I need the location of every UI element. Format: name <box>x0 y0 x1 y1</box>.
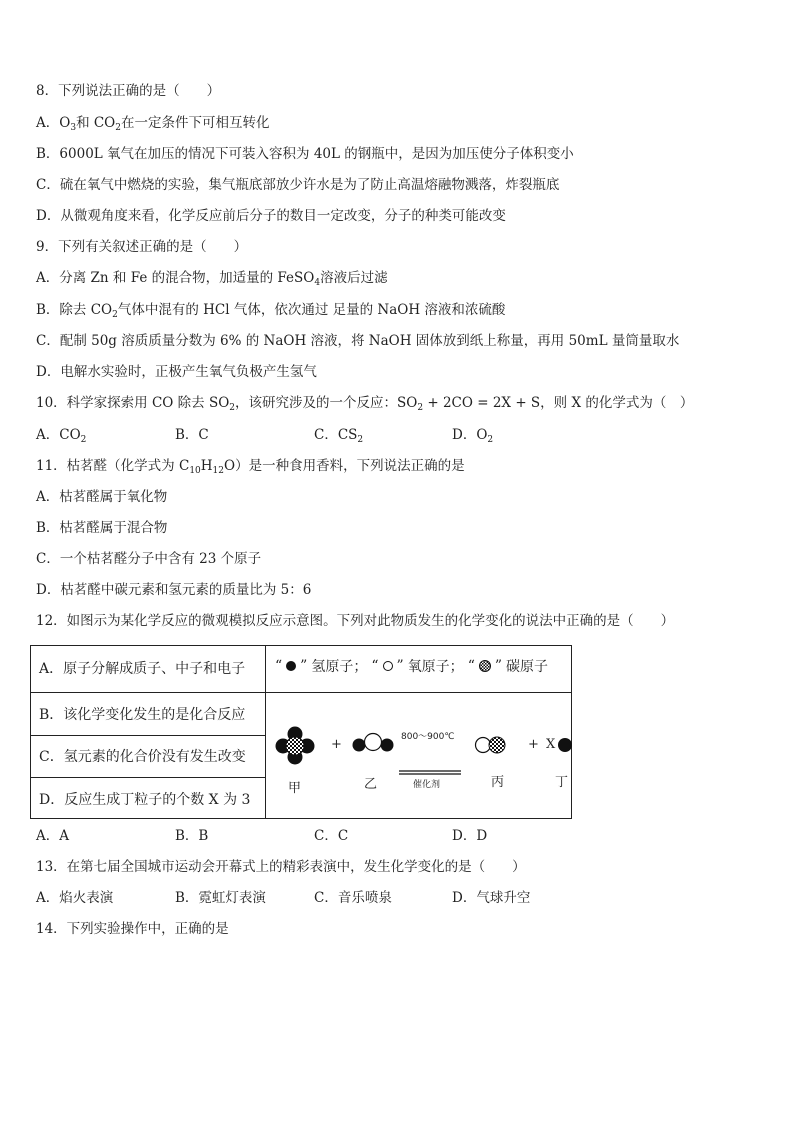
methane-molecule <box>276 727 315 765</box>
q11-option-a: A．枯茗醛属于氧化物 <box>36 489 168 505</box>
plus-sign-2: + <box>528 737 539 752</box>
q11-option-d: D．枯茗醛中碳元素和氢元素的质量比为 5：6 <box>36 582 312 598</box>
q8-stem: 8．下列说法正确的是（ ） <box>36 83 221 99</box>
q12-option-d: D．D <box>452 828 488 844</box>
carbon-monoxide-molecule <box>476 737 506 753</box>
q12-table-option-d: D．反应生成丁粒子的个数 X 为 3 <box>39 792 251 808</box>
q8-option-a: A．$O_3$和 $CO_2$在一定条件下可相互转化 <box>36 115 270 133</box>
q9-option-c: C．配制 50g 溶质质量分数为 6% 的 NaOH 溶液，将 NaOH 固体放到纸上称量，再用 50mL 量筒量取水 <box>36 333 680 349</box>
reaction-condition-temperature: 800～900℃ <box>401 732 455 742</box>
coefficient-x: X <box>546 737 556 752</box>
legend-hydrogen: 氢原子； <box>311 659 368 675</box>
oxygen-atom-icon <box>383 661 393 671</box>
label-ding: 丁 <box>555 775 569 790</box>
label-yi: 乙 <box>364 777 378 792</box>
q10-option-d: D．$O_2$ <box>452 427 494 445</box>
q11-stem: 11．枯茗醛（化学式为 $C_{10}H_{12}O$）是一种食用香料，下列说法正确的是 <box>36 458 465 476</box>
label-bing: 丙 <box>491 775 505 790</box>
q8-option-d: D．从微观角度来看，化学反应前后分子的数目一定改变，分子的种类可能改变 <box>36 208 506 224</box>
q12-table-option-a: A．原子分解成质子、中子和电子 <box>39 661 246 677</box>
q11-option-c: C．一个枯茗醛分子中含有 23 个原子 <box>36 551 262 567</box>
q10-option-a: A．$CO_2$ <box>36 427 87 445</box>
reaction-condition-catalyst: 催化剂 <box>413 780 441 790</box>
q13-option-b: B．霓虹灯表演 <box>175 890 266 906</box>
reaction-diagram <box>266 693 572 819</box>
q8-option-c: C．硫在氧气中燃烧的实验，集气瓶底部放少许水是为了防止高温熔融物溅落，炸裂瓶底 <box>36 177 560 193</box>
q12-stem: 12．如图示为某化学反应的微观模拟反应示意图。下列对此物质发生的化学变化的说法中正确的是（ ） <box>36 613 675 629</box>
q12-option-b: B．B <box>175 828 209 844</box>
q9-option-b: B．除去 $CO_2$气体中混有的 HCl 气体，依次通过 足量的 NaOH 溶液和浓硫酸 <box>36 302 506 320</box>
legend-carbon: 碳原子 <box>506 659 549 675</box>
q10-option-b: B．C <box>175 427 209 443</box>
q13-stem: 13．在第七届全国城市运动会开幕式上的精彩表演中，发生化学变化的是（ ） <box>36 859 526 875</box>
q12-option-c: C．C <box>314 828 349 844</box>
plus-sign-1: + <box>331 737 342 752</box>
q12-diagram-table <box>30 645 572 819</box>
q9-stem: 9．下列有关叙述正确的是（ ） <box>36 239 248 255</box>
carbon-atom-icon <box>479 660 491 672</box>
label-jia: 甲 <box>288 781 302 796</box>
legend-oxygen: 氧原子； <box>407 659 464 675</box>
q12-table-option-c: C．氢元素的化合价没有发生改变 <box>39 749 246 765</box>
water-molecule <box>353 734 394 752</box>
q14-stem: 14．下列实验操作中，正确的是 <box>36 921 229 937</box>
hydrogen-molecule <box>558 738 572 752</box>
q11-option-b: B．枯茗醛属于混合物 <box>36 520 168 536</box>
q9-option-d: D．电解水实验时，正极产生氧气负极产生氢气 <box>36 364 317 380</box>
q10-stem: 10．科学家探索用 CO 除去 $SO_2$，该研究涉及的一个反应：$SO_2 + 2CO = 2X + S$，则 X 的化学式为（ ） <box>36 395 694 413</box>
q12-option-a: A．A <box>36 828 69 844</box>
q9-option-a: A．分离 Zn 和 Fe 的混合物，加适量的 FeSO$_4$溶液后过滤 <box>36 270 388 288</box>
q10-option-c: C．$CS_2$ <box>314 427 364 445</box>
q12-table-option-b: B．该化学变化发生的是化合反应 <box>39 707 246 723</box>
atom-legend: “ ” 氢原子； “ ” 氧原子； “ ” 碳原子 <box>275 658 549 675</box>
q13-option-d: D．气球升空 <box>452 890 531 906</box>
q13-option-a: A．焰火表演 <box>36 890 114 906</box>
q8-option-b: B．6000L 氧气在加压的情况下可装入容积为 40L 的钢瓶中，是因为加压使分子体积变小 <box>36 146 574 162</box>
hydrogen-atom-icon <box>286 661 296 671</box>
q13-option-c: C．音乐喷泉 <box>314 890 392 906</box>
